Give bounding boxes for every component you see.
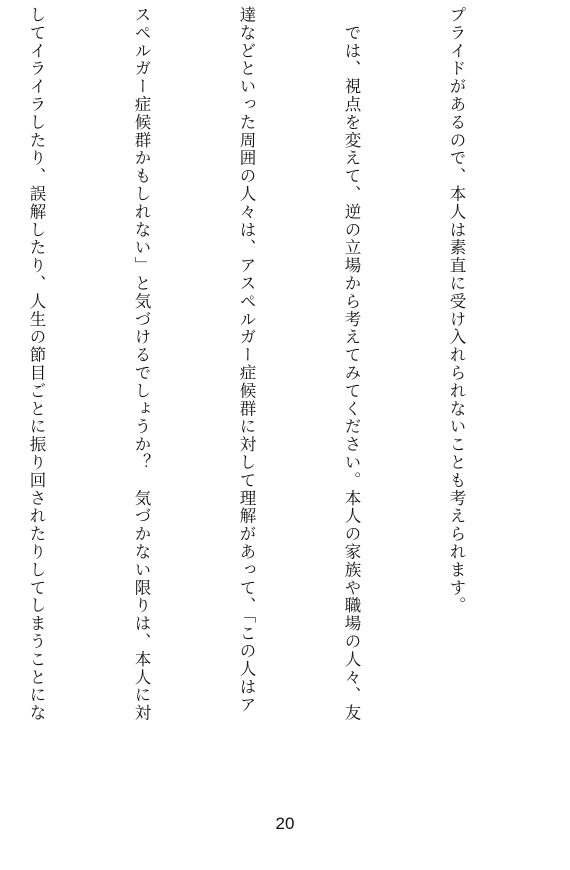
vertical-body-text bbox=[0, 6, 544, 746]
page-number: 20 bbox=[275, 814, 295, 833]
text-line: 達などといった周囲の人々は、アスペルガー症候群に対して理解があって、「この人はア bbox=[237, 6, 256, 714]
text-line: してイライラしたり、誤解したり、人生の節目ごとに振り回されたりしてしまうことにな bbox=[27, 6, 46, 722]
text-line: スペルガー症候群かもしれない」と気づけるでしょうか？ 気づかない限りは、本人に対 bbox=[132, 6, 151, 722]
text-line: では、視点を変えて、逆の立場から考えてみてください。本人の家族や職場の人々、友 bbox=[342, 6, 361, 722]
paragraph bbox=[0, 6, 544, 746]
text-line: プライドがあるので、本人は素直に受け入れられないことも考えられます。 bbox=[447, 6, 466, 615]
